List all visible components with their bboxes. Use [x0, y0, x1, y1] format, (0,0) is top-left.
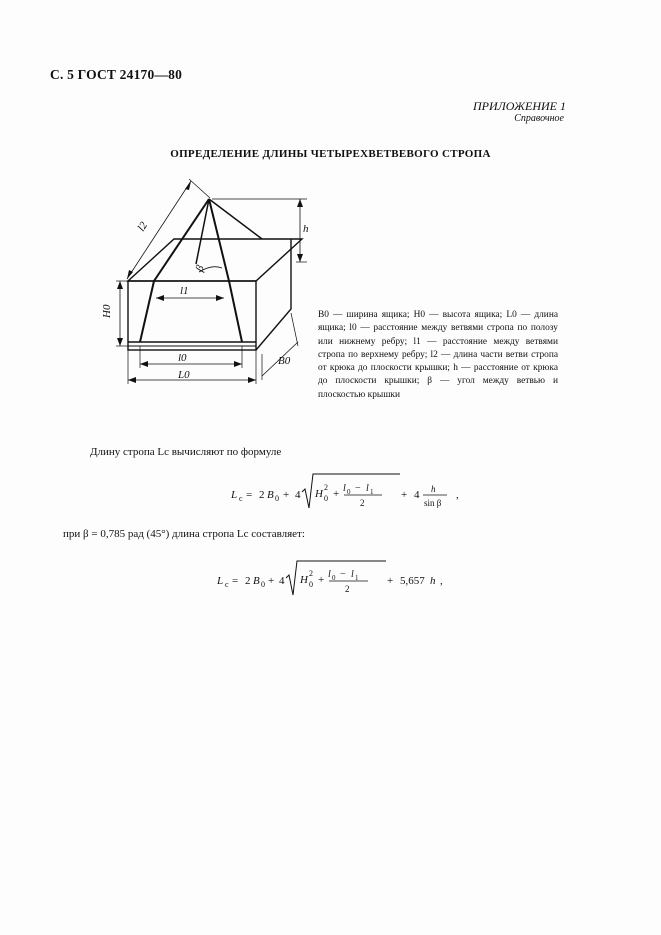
appendix-subtitle: Справочное [514, 113, 564, 124]
svg-text:5,657: 5,657 [400, 575, 425, 587]
svg-text:L: L [217, 575, 224, 587]
svg-text:l: l [366, 483, 369, 494]
box-side-edges [256, 239, 291, 350]
box-top-face [128, 239, 302, 281]
svg-text:+: + [333, 488, 340, 500]
svg-text:−: − [340, 569, 346, 580]
svg-text:0: 0 [309, 580, 313, 589]
svg-text:0: 0 [261, 580, 265, 589]
svg-text:h: h [431, 484, 436, 494]
condition-paragraph: при β = 0,785 рад (45°) длина стропа Lc составляет: [63, 528, 305, 540]
svg-text:2: 2 [324, 483, 328, 492]
svg-text:c: c [239, 494, 243, 503]
section-title: ОПРЕДЕЛЕНИЕ ДЛИНЫ ЧЕТЫРЕХВЕТВЕВОГО СТРОПА [170, 148, 491, 160]
svg-text:L: L [231, 489, 238, 501]
label-l2: l2 [135, 219, 151, 234]
label-H0: H0 [101, 304, 113, 318]
svg-text:0: 0 [275, 494, 279, 503]
svg-text:sin β: sin β [424, 498, 442, 508]
label-h: h [303, 223, 309, 235]
svg-text:1: 1 [370, 488, 374, 496]
svg-text:+: + [387, 575, 394, 587]
svg-text:2: 2 [259, 489, 265, 501]
svg-text:=: = [246, 489, 253, 501]
svg-text:H: H [315, 488, 323, 500]
dimension-arrows [117, 181, 303, 383]
svg-text:B: B [267, 489, 274, 501]
svg-text:+: + [268, 575, 275, 587]
appendix-title: ПРИЛОЖЕНИЕ 1 [473, 99, 566, 113]
svg-text:4: 4 [295, 489, 301, 501]
svg-text:+: + [283, 489, 290, 501]
svg-text:B: B [253, 575, 260, 587]
formula-2 [216, 561, 443, 595]
svg-text:−: − [355, 483, 361, 494]
svg-text:4: 4 [414, 489, 420, 501]
svg-text:0: 0 [347, 488, 351, 496]
label-l0: l0 [178, 352, 187, 364]
svg-text:2: 2 [345, 584, 350, 594]
svg-text:l: l [343, 483, 346, 494]
svg-text:+: + [318, 574, 325, 586]
label-B0: B0 [278, 355, 291, 367]
svg-text:0: 0 [324, 494, 328, 503]
svg-text:2: 2 [245, 575, 251, 587]
svg-text:=: = [232, 575, 239, 587]
formula-1 [230, 474, 459, 508]
svg-text:2: 2 [360, 498, 365, 508]
svg-text:c: c [225, 580, 229, 589]
label-beta: β [193, 263, 207, 274]
svg-text:4: 4 [279, 575, 285, 587]
svg-text:+: + [401, 489, 408, 501]
svg-text:h: h [430, 575, 436, 587]
legend-text: B0 — ширина ящика; H0 — высота ящика; L0 — длина ящика; l0 — расстояние между ветвями стропа по полозу или нижнему ребру; l1 — расстояние между ветвями стропа по верхнему ребру; l2 — длина части ветви стропа от крюка до плоскости крышки; h — расстояние от крюка до плоскости крышки; β — угол между ветвью и плоскостью крышки [318, 310, 558, 400]
page-header: С. 5 ГОСТ 24170—80 [50, 67, 183, 82]
svg-text:2: 2 [309, 569, 313, 578]
svg-text:l: l [328, 569, 331, 580]
intro-paragraph: Длину стропа Lc вычисляют по формуле [90, 446, 282, 458]
svg-text:,: , [456, 489, 459, 501]
svg-text:l: l [351, 569, 354, 580]
svg-text:H: H [300, 574, 308, 586]
label-l1: l1 [180, 285, 189, 297]
label-L0: L0 [178, 369, 190, 381]
svg-text:1: 1 [355, 574, 359, 582]
svg-text:0: 0 [332, 574, 336, 582]
svg-text:,: , [440, 575, 443, 587]
